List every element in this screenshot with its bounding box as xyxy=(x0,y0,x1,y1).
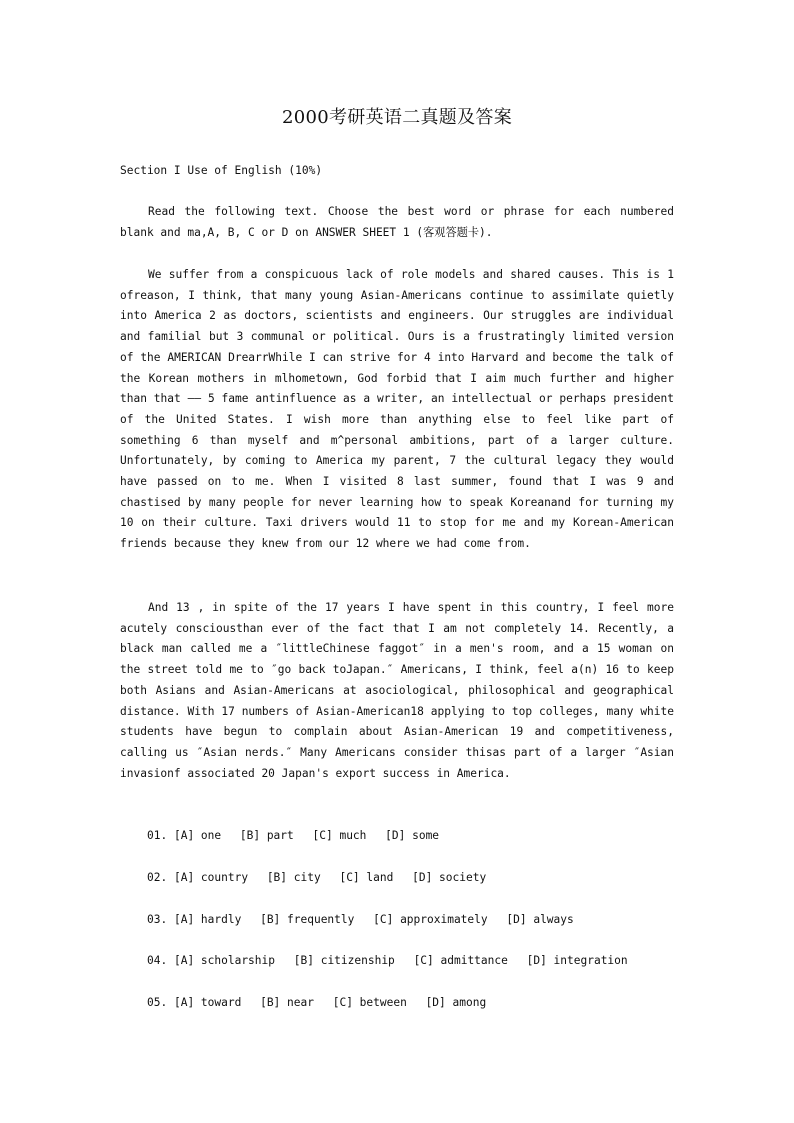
question-number: 05. xyxy=(147,996,168,1009)
question-number: 04. xyxy=(147,954,168,967)
passage-paragraph-2: And 13 , in spite of the 17 years I have spent in this country, I feel more acutely consciousthan ever of the fact that I am not completely 14. Recently, a black man called me a ″littleChinese faggot″ in a men's room, and a 15 woman on the street told me to ″go back toJapan.″ Americans, I think, feel a(n) 16 to keep both Asians and Asian-Americans at asociological, philosophical and geographical distance. With 17 numbers of Asian-American18 applying to top colleges, many white students have begun to complain about Asian-American 19 and competitiveness, calling us ″Asian nerds.″ Many Americans consider thisas part of a larger ″Asian invasionf associated 20 Japan's export success in America. xyxy=(120,601,674,780)
option-a: [A] scholarship xyxy=(173,954,276,967)
section-heading: Section I Use of English (10%) xyxy=(120,164,323,177)
option-b: [B] part xyxy=(239,829,294,842)
option-d: [D] society xyxy=(412,871,487,884)
question-2 xyxy=(147,868,498,888)
question-1 xyxy=(147,826,451,846)
option-c: [C] land xyxy=(339,871,394,884)
question-5 xyxy=(147,993,498,1013)
instructions-paragraph: Read the following text. Choose the best word or phrase for each numbered blank and ma,A, B, C or D on ANSWER SHEET 1 (客观答题卡). xyxy=(120,205,674,239)
option-c: [C] admittance xyxy=(413,954,508,967)
question-number: 01. xyxy=(147,829,168,842)
option-a: [A] toward xyxy=(173,996,242,1009)
option-b: [B] near xyxy=(260,996,314,1009)
option-c: [C] approximately xyxy=(373,913,488,926)
option-d: [D] always xyxy=(506,913,574,926)
option-d: [D] integration xyxy=(526,954,628,967)
document-title: 2000考研英语二真题及答案 xyxy=(281,107,512,128)
option-a: [A] hardly xyxy=(173,913,242,926)
option-d: [D] among xyxy=(425,996,487,1009)
question-number: 03. xyxy=(147,913,168,926)
option-d: [D] some xyxy=(385,829,440,842)
question-number: 02. xyxy=(147,871,168,884)
question-4 xyxy=(147,951,640,971)
option-b: [B] frequently xyxy=(260,913,355,926)
option-c: [C] between xyxy=(332,996,407,1009)
question-3 xyxy=(147,910,586,930)
option-c: [C] much xyxy=(312,829,367,842)
option-a: [A] one xyxy=(173,829,222,842)
passage-paragraph-1: We suffer from a conspicuous lack of role models and shared causes. This is 1 ofreason, I think, that many young Asian-Americans continue to assimilate quietly into America 2 as doctors, scientists and engineers. Our struggles are individual and familial but 3 communal or political. Ours is a frustratingly limited version of the AMERICAN DrearrWhile I can strive for 4 into Harvard and become the talk of the Korean mothers in mlhometown, God forbid that I aim much further and higher than that —— 5 fame antinfluence as a writer, an intellectual or perhaps president of the United States. I wish more than anything else to feel like part of something 6 than myself and m^personal ambitions, part of a larger culture. Unfortunately, by coming to America my parent, 7 the cultural legacy they would have passed on to me. When I visited 8 last summer, found that I was 9 and chastised by many people for never learning how to speak Koreanand for turning my 10 on their culture. Taxi drivers would 11 to stop for me and my Korean-American friends because they knew from our 12 where we had come from. xyxy=(120,268,674,551)
option-a: [A] country xyxy=(173,871,249,884)
option-b: [B] citizenship xyxy=(293,954,395,967)
option-b: [B] city xyxy=(266,871,321,884)
